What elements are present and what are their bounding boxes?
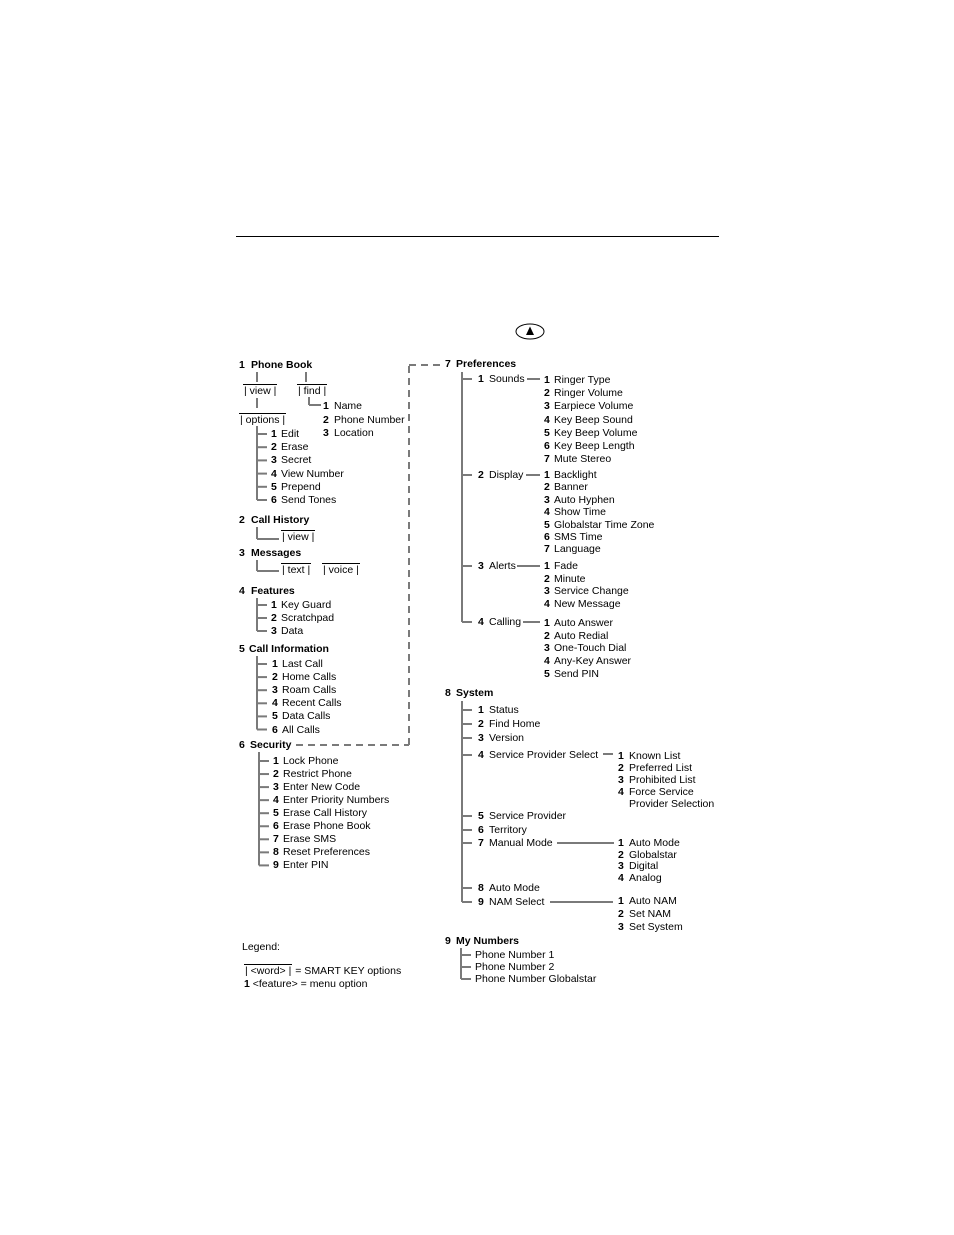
item-number: 6 — [478, 824, 484, 836]
item-label: SMS Time — [554, 531, 603, 543]
item-label: Erase SMS — [283, 833, 337, 846]
item-number: 7 — [544, 453, 550, 466]
call-information-item — [272, 671, 336, 683]
item-label: Digital — [629, 860, 659, 872]
item-label: Roam Calls — [282, 684, 337, 697]
item-label: Features — [251, 585, 295, 597]
item-number: 1 — [239, 359, 245, 371]
item-label: Display — [489, 469, 524, 481]
item-label: My Numbers — [456, 935, 520, 947]
item-number: 1 — [271, 428, 277, 440]
sounds-item — [544, 374, 610, 386]
service-provider-select-item — [618, 750, 680, 762]
manual-mode-item — [618, 837, 680, 849]
item-label: Erase Call History — [283, 807, 368, 820]
call-information-item — [272, 684, 336, 696]
item-number: 2 — [272, 671, 278, 684]
menu-call-history — [239, 514, 309, 526]
security-item — [273, 794, 389, 806]
smart-key-word: options — [245, 414, 280, 426]
item-label: Send PIN — [554, 667, 599, 680]
item-label: Language — [554, 543, 601, 556]
phone-book-option — [271, 441, 308, 453]
item-label: Auto NAM — [629, 895, 677, 907]
smart-key-word: text — [287, 564, 305, 576]
sounds-item — [544, 440, 635, 452]
item-label: Globalstar Time Zone — [554, 518, 655, 531]
smart-key-word: voice — [328, 564, 354, 576]
item-label: Earpiece Volume — [554, 400, 634, 413]
item-label: Version — [489, 732, 525, 744]
sounds-item — [544, 387, 623, 399]
item-number: 3 — [273, 781, 279, 794]
item-number: 6 — [273, 820, 279, 833]
smart-key-label: | options | — [240, 414, 286, 426]
item-label: Call History — [251, 514, 310, 526]
item-label: Restrict Phone — [283, 768, 352, 781]
sounds-item — [544, 427, 637, 439]
system-item — [478, 749, 598, 761]
item-number: 3 — [272, 684, 278, 697]
call-information-item — [272, 724, 320, 736]
item-label-continued: Provider Selection — [629, 798, 715, 810]
item-number: 1 — [544, 617, 550, 629]
item-label: Auto Answer — [554, 617, 613, 629]
item-number: 2 — [618, 849, 624, 861]
item-number: 2 — [271, 612, 277, 624]
service-provider-select-item — [618, 762, 692, 774]
item-number: 2 — [273, 768, 279, 781]
preferences-display — [478, 469, 523, 481]
sounds-item — [544, 453, 611, 465]
legend-smart-key-word: <word> — [250, 965, 286, 977]
item-number: 3 — [239, 547, 245, 559]
item-number: 9 — [445, 935, 451, 947]
item-number: 3 — [544, 585, 550, 597]
item-number: 4 — [239, 585, 245, 597]
item-number: 6 — [544, 440, 550, 452]
item-label: Set System — [629, 921, 683, 933]
item-label: New Message — [554, 597, 621, 610]
item-label: Last Call — [282, 658, 323, 670]
system-item — [478, 732, 524, 744]
item-number: 2 — [478, 718, 484, 730]
item-number: 5 — [544, 667, 550, 680]
item-label: Service Provider Select — [489, 749, 599, 761]
system-item — [478, 837, 553, 849]
security-item — [273, 859, 329, 871]
item-number: 4 — [478, 616, 484, 628]
item-number: 1 — [271, 599, 277, 611]
item-number: 1 — [618, 750, 624, 762]
item-number: 1 — [544, 469, 550, 481]
manual-mode-item — [618, 872, 662, 884]
item-number: 4 — [544, 655, 550, 668]
item-number: 2 — [544, 481, 550, 494]
security-item — [273, 781, 360, 793]
item-number: 5 — [272, 710, 278, 723]
item-label: Enter New Code — [283, 781, 361, 794]
alerts-item — [544, 598, 621, 610]
item-label: Manual Mode — [489, 837, 553, 849]
smart-key-label: | view | — [282, 531, 315, 543]
item-label: Location — [334, 427, 374, 439]
item-number: 3 — [478, 732, 484, 744]
item-label: Phone Book — [251, 359, 313, 371]
smart-key-word: find — [303, 385, 321, 397]
item-number: 8 — [478, 882, 484, 894]
item-number: 4 — [618, 786, 624, 798]
smart-key-word: view — [287, 531, 309, 543]
nam-select-item — [618, 908, 671, 920]
item-number: 1 — [544, 560, 550, 572]
item-label: Phone Number — [334, 413, 405, 426]
item-number: 3 — [618, 860, 624, 872]
preferences-calling — [478, 616, 521, 628]
item-number: 7 — [273, 833, 279, 846]
item-number: 7 — [445, 358, 451, 370]
item-label: Known List — [629, 750, 681, 762]
legend-menu-desc: = menu option — [300, 978, 368, 990]
security-item — [273, 807, 367, 819]
menu-my-numbers — [445, 935, 519, 947]
legend-title: Legend: — [242, 941, 280, 953]
item-number: 4 — [544, 413, 550, 426]
display-item — [544, 469, 597, 481]
smart-key-label: | voice | — [323, 564, 359, 576]
item-number: 7 — [478, 837, 484, 849]
alerts-item — [544, 573, 586, 585]
item-label: Sounds — [489, 373, 525, 385]
item-label: Scratchpad — [281, 612, 335, 624]
item-label: Analog — [629, 872, 662, 884]
menu-features — [239, 585, 295, 597]
item-label: Key Beep Volume — [554, 426, 638, 439]
calling-item — [544, 617, 613, 629]
display-item — [544, 543, 601, 555]
item-label: Edit — [281, 428, 300, 440]
item-label: Force Service — [629, 786, 694, 798]
calling-item — [544, 630, 608, 642]
legend-menu-word: <feature> — [249, 978, 301, 990]
item-number: 4 — [544, 597, 550, 610]
smart-key-text — [281, 563, 311, 576]
security-item — [273, 768, 352, 780]
features-item — [271, 625, 303, 637]
item-label: View Number — [281, 467, 344, 480]
item-number: 4 — [273, 794, 279, 807]
find-option — [323, 414, 405, 426]
item-label: Service Provider — [489, 810, 567, 822]
display-item — [544, 506, 606, 518]
find-option — [323, 427, 374, 439]
item-label: Reset Preferences — [283, 846, 370, 859]
smart-key-find — [297, 384, 327, 397]
display-item — [544, 531, 602, 543]
item-number: 4 — [271, 467, 277, 480]
item-number: 2 — [544, 629, 550, 642]
item-number: 6 — [271, 494, 277, 506]
display-item — [544, 494, 615, 506]
item-label: Key Beep Sound — [554, 413, 633, 426]
calling-item — [544, 655, 631, 667]
item-label: One-Touch Dial — [554, 642, 627, 655]
item-number: 8 — [273, 846, 279, 859]
item-label: Data — [281, 625, 304, 637]
item-number: 6 — [272, 723, 278, 736]
item-number: 3 — [618, 921, 624, 933]
item-label: Auto Redial — [554, 629, 609, 642]
item-label: Prepend — [281, 480, 321, 493]
item-label: Recent Calls — [282, 697, 342, 710]
item-number: 3 — [478, 560, 484, 572]
item-number: 5 — [544, 426, 550, 439]
smart-key-label: | find | — [298, 385, 327, 397]
item-number: 2 — [544, 572, 550, 585]
item-number: 4 — [544, 506, 550, 519]
item-label: Calling — [489, 616, 522, 628]
phone-book-option — [271, 454, 311, 466]
item-number: 6 — [239, 739, 245, 751]
my-numbers-item: Phone Number Globalstar — [475, 973, 597, 985]
calling-item — [544, 642, 626, 654]
menu-system — [445, 687, 493, 699]
item-label: Preferred List — [629, 762, 693, 774]
item-label: Fade — [554, 560, 578, 572]
item-label: Backlight — [554, 469, 597, 481]
item-number: 1 — [618, 895, 624, 907]
item-label: Globalstar — [629, 849, 677, 861]
item-label: Enter Priority Numbers — [283, 794, 390, 807]
item-label: Name — [334, 400, 363, 412]
item-number: 1 — [272, 658, 278, 670]
call-information-item — [272, 710, 330, 722]
item-label: Erase — [281, 441, 309, 454]
item-number: 5 — [478, 810, 484, 822]
smart-key-label: | text | — [282, 564, 311, 576]
item-number: 5 — [273, 807, 279, 820]
phone-book-option — [271, 494, 336, 506]
item-label: Banner — [554, 481, 588, 494]
smart-key-view — [243, 384, 277, 397]
phone-book-option — [271, 428, 299, 440]
features-item — [271, 599, 331, 611]
item-label: Alerts — [489, 560, 516, 572]
phone-book-option — [271, 481, 321, 493]
item-number: 9 — [478, 896, 484, 908]
item-label: Mute Stereo — [554, 453, 612, 466]
nam-select-item — [618, 895, 677, 907]
item-label: Erase Phone Book — [283, 820, 371, 833]
security-item — [273, 820, 371, 832]
item-number: 1 — [323, 400, 329, 412]
smart-key-word: view — [249, 385, 271, 397]
menu-call-information — [239, 643, 329, 655]
item-number: 3 — [271, 454, 277, 467]
item-label: Any-Key Answer — [554, 655, 632, 668]
menu-messages — [239, 547, 301, 559]
item-label: Ringer Type — [554, 374, 611, 386]
item-label: Enter PIN — [283, 859, 329, 872]
service-provider-select-item — [618, 774, 696, 786]
smart-key-options — [239, 413, 286, 426]
item-label: Find Home — [489, 718, 541, 730]
system-item — [478, 896, 544, 908]
preferences-alerts — [478, 560, 516, 572]
item-number: 4 — [272, 697, 278, 710]
system-item — [478, 718, 540, 730]
menu-security — [239, 739, 291, 751]
call-information-item — [272, 658, 323, 670]
sounds-item — [544, 414, 633, 426]
item-number: 2 — [618, 908, 624, 920]
item-label: Key Beep Length — [554, 440, 635, 452]
item-label: Lock Phone — [283, 755, 339, 767]
item-number: 3 — [271, 625, 277, 637]
item-number: 2 — [239, 514, 245, 526]
item-label: Security — [250, 739, 292, 751]
item-label: NAM Select — [489, 896, 545, 908]
item-number: 5 — [544, 518, 550, 531]
item-label: System — [456, 687, 494, 699]
manual-mode-item — [618, 860, 658, 872]
item-number: 9 — [273, 859, 279, 872]
legend-smart-key — [244, 964, 401, 977]
item-number: 6 — [544, 531, 550, 543]
legend-menu-number: 1 — [244, 978, 250, 990]
item-label: Secret — [281, 454, 312, 467]
item-number: 4 — [618, 872, 624, 884]
display-item — [544, 519, 654, 531]
item-label: Set NAM — [629, 908, 672, 920]
my-numbers-item: Phone Number 2 — [475, 961, 555, 973]
item-number: 2 — [323, 413, 329, 426]
item-label: Ringer Volume — [554, 387, 623, 400]
menu-phone-book — [239, 359, 312, 371]
item-number: 3 — [544, 400, 550, 413]
nam-select-item — [618, 921, 683, 933]
my-numbers-item: Phone Number 1 — [475, 949, 555, 961]
smart-key-label: | view | — [244, 385, 277, 397]
item-number: 2 — [618, 762, 624, 774]
item-number: 5 — [271, 480, 277, 493]
alerts-item — [544, 585, 629, 597]
item-number: 3 — [544, 493, 550, 506]
item-number: 5 — [239, 643, 245, 655]
system-item — [478, 810, 566, 822]
service-provider-select-item — [618, 786, 714, 810]
item-number: 8 — [445, 687, 451, 699]
item-label: Preferences — [456, 358, 517, 370]
calling-item — [544, 668, 599, 680]
features-item — [271, 612, 334, 624]
system-item — [478, 704, 519, 716]
item-label: Key Guard — [281, 599, 332, 611]
phone-book-option — [271, 468, 344, 480]
item-number: 1 — [478, 373, 484, 385]
security-item — [273, 833, 336, 845]
item-number: 2 — [478, 469, 484, 481]
item-number: 4 — [478, 749, 484, 761]
item-number: 3 — [618, 774, 624, 786]
display-item — [544, 481, 588, 493]
smart-key-call-history-view — [281, 530, 315, 543]
item-label: Auto Hyphen — [554, 493, 615, 506]
legend-smart-key-box: | <word> | — [245, 965, 292, 977]
item-label: All Calls — [282, 723, 320, 736]
legend-smart-key-desc: = SMART KEY options — [292, 965, 402, 977]
item-label: Data Calls — [282, 710, 331, 723]
item-number: 2 — [271, 441, 277, 454]
find-option — [323, 400, 362, 412]
item-number: 3 — [323, 427, 329, 439]
sounds-item — [544, 400, 633, 412]
system-item — [478, 882, 540, 894]
item-label: Show Time — [554, 506, 606, 519]
item-number: 1 — [618, 837, 624, 849]
item-label: Send Tones — [281, 494, 337, 506]
item-label: Home Calls — [282, 671, 337, 684]
item-label: Auto Mode — [489, 882, 540, 894]
security-item — [273, 755, 338, 767]
item-label: Territory — [489, 824, 527, 836]
item-number: 3 — [544, 642, 550, 655]
item-number: 1 — [273, 755, 279, 767]
item-label: Service Change — [554, 585, 629, 597]
call-information-item — [272, 697, 342, 709]
item-label: Auto Mode — [629, 837, 680, 849]
alerts-item — [544, 560, 578, 572]
legend-menu-option — [244, 978, 367, 990]
preferences-sounds — [478, 373, 525, 385]
item-label: Status — [489, 704, 519, 716]
item-number: 2 — [544, 387, 550, 400]
item-label: Messages — [251, 547, 302, 559]
item-number: 1 — [478, 704, 484, 716]
smart-key-voice — [322, 563, 360, 576]
item-number: 7 — [544, 543, 550, 556]
item-number: 1 — [544, 374, 550, 386]
menu-preferences — [445, 358, 516, 370]
item-label: Prohibited List — [629, 774, 696, 786]
system-item — [478, 824, 527, 836]
item-label: Call Information — [249, 643, 329, 655]
security-item — [273, 846, 370, 858]
item-label: Minute — [554, 572, 586, 585]
